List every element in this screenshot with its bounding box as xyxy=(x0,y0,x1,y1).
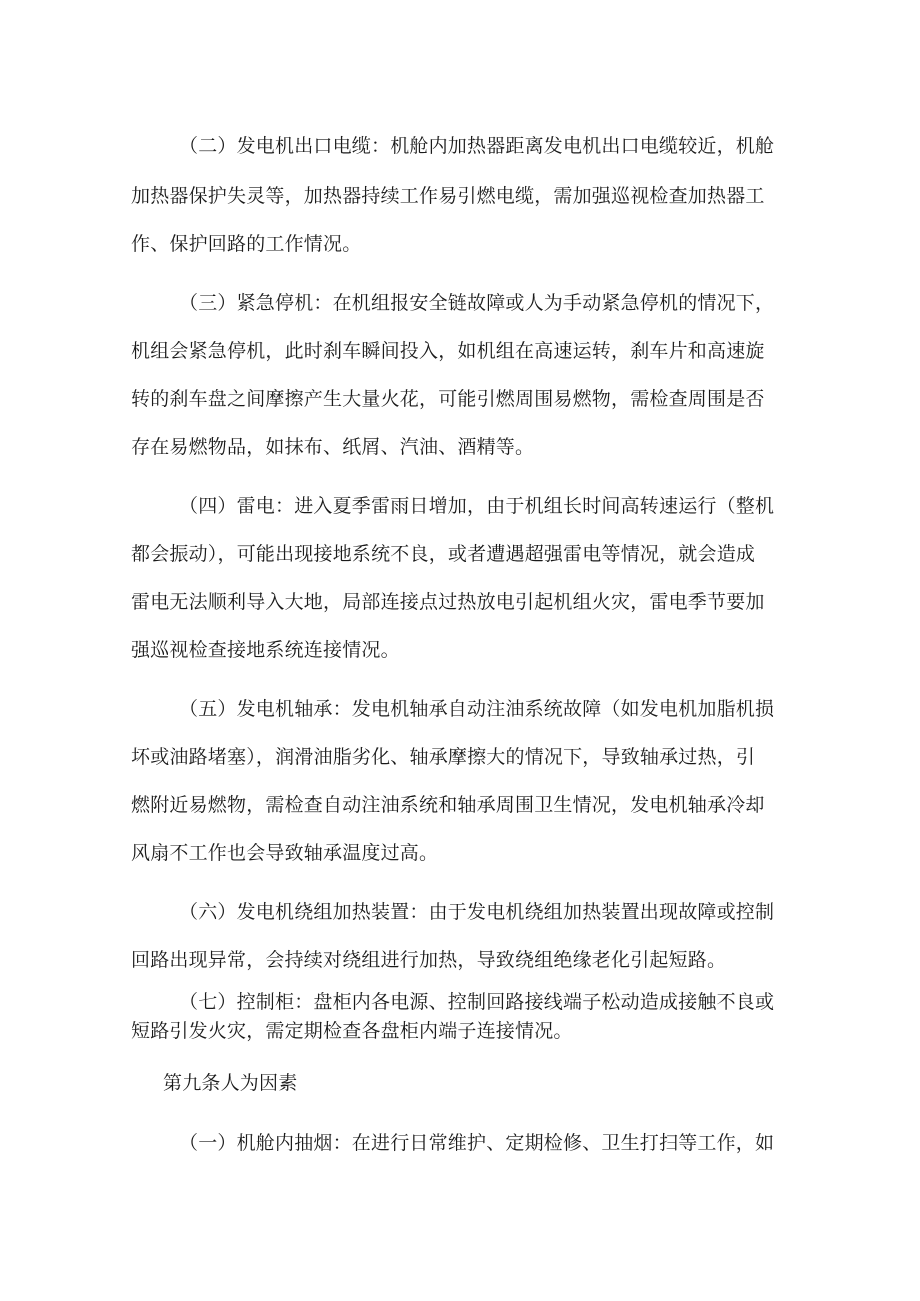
paragraph-line: 转的刹车盘之间摩擦产生大量火花，可能引燃周围易燃物，需检查周围是否 xyxy=(131,388,765,410)
paragraph-line: 机组会紧急停机，此时刹车瞬间投入，如机组在高速运转，刹车片和高速旋 xyxy=(131,340,765,362)
paragraph-line: （三）紧急停机：在机组报安全链故障或人为手动紧急停机的情况下， xyxy=(179,292,775,314)
paragraph-line: 强巡视检查接地系统连接情况。 xyxy=(131,639,400,661)
paragraph-line: 存在易燃物品，如抹布、纸屑、汽油、酒精等。 xyxy=(131,436,535,458)
paragraph-line: 雷电无法顺利导入大地，局部连接点过热放电引起机组火灾，雷电季节要加 xyxy=(131,591,765,613)
paragraph-line: 风扇不工作也会导致轴承温度过高。 xyxy=(131,842,439,864)
paragraph-line: （四）雷电：进入夏季雷雨日增加，由于机组长时间高转速运行（整机 xyxy=(179,495,775,517)
paragraph-line: （一）机舱内抽烟：在进行日常维护、定期检修、卫生打扫等工作，如 xyxy=(179,1132,775,1154)
paragraph-line: （二）发电机出口电缆：机舱内加热器距离发电机出口电缆较近，机舱 xyxy=(179,135,775,157)
section-heading: 第九条人为因素 xyxy=(163,1072,298,1094)
paragraph-line: 回路出现异常，会持续对绕组进行加热，导致绕组绝缘老化引起短路。 xyxy=(131,949,727,971)
paragraph-line: （五）发电机轴承：发电机轴承自动注油系统故障（如发电机加脂机损 xyxy=(179,698,775,720)
paragraph-line: 燃附近易燃物，需检查自动注油系统和轴承周围卫生情况，发电机轴承冷却 xyxy=(131,794,765,816)
paragraph-line: 作、保护回路的工作情况。 xyxy=(131,233,362,255)
paragraph-line: （七）控制柜：盘柜内各电源、控制回路接线端子松动造成接触不良或 xyxy=(179,991,775,1013)
paragraph-line: 坏或油路堵塞），润滑油脂劣化、轴承摩擦大的情况下，导致轴承过热，引 xyxy=(131,746,756,768)
paragraph-line: 短路引发火灾，需定期检查各盘柜内端子连接情况。 xyxy=(131,1020,573,1042)
paragraph-line: （六）发电机绕组加热装置：由于发电机绕组加热装置出现故障或控制 xyxy=(179,901,775,923)
paragraph-line: 加热器保护失灵等，加热器持续工作易引燃电缆，需加强巡视检查加热器工 xyxy=(131,185,765,207)
paragraph-line: 都会振动），可能出现接地系统不良，或者遭遇超强雷电等情况，就会造成 xyxy=(131,543,756,565)
